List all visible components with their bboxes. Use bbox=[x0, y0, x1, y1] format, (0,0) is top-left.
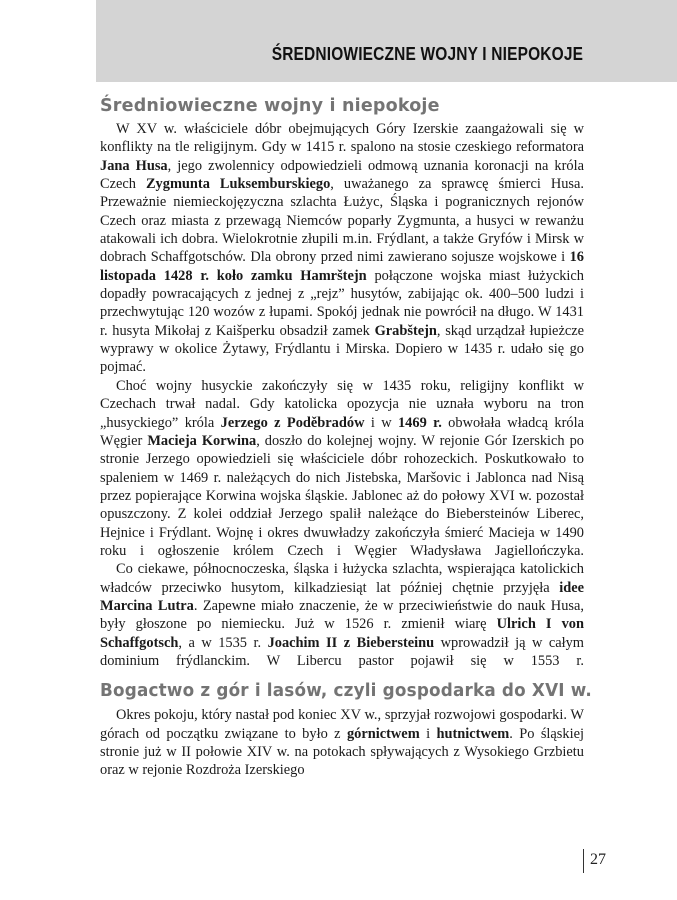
paragraph: Okres pokoju, który nastał pod koniec XV w., sprzyjał rozwojowi gospodarki. W górach od początku związane to było z górnictwem i hutnictwem. Po śląskiej stronie już w II połowie XIV w. na potokach spływających z Wysokiego Grzbietu oraz w rejonie Rozdroża Izerskiego bbox=[100, 707, 584, 779]
header-band bbox=[96, 0, 677, 82]
page-content bbox=[100, 94, 592, 780]
section-heading: Bogactwo z gór i lasów, czyli gospodarka do XVI w. bbox=[100, 681, 592, 702]
paragraph: Co ciekawe, północnoczeska, śląska i łużycka szlachta, wspierająca katolickich władców przeciwko husytom, kilkadziesiąt lat później chętnie przyjęła idee Marcina Lutra. Zapewne miało znaczenie, że w przeciwieństwie do nauk Husa, były głoszone po niemiecku. Już w 1526 r. zmienił wiarę Ulrich I von Schaffgotsch, a w 1535 r. Joachim II z Biebersteinu wprowadził ją w całym dominium frýdlanckim. W Libercu pastor pojawił się w 1553 r. bbox=[100, 561, 584, 669]
page-number: 27 bbox=[590, 851, 606, 868]
paragraph: Choć wojny husyckie zakończyły się w 1435 roku, religijny konflikt w Czechach trwał nadal. Gdy katolicka opozycja nie uznała wyboru na tron „husyckiego” króla Jerzego z Poděbradów i w 1469 r. obwołała władcą króla Węgier Macieja Korwina, doszło do kolejnej wojny. W rejonie Gór Izerskich po stronie Jerzego opowiedzieli się właściciele dóbr rohozeckich. Poskutkowało to spaleniem w 1469 r. należących do nich Jistebska, Maršovic i Jablonca nad Nisą przez popierające Korwina wojska śląskie. Jablonec aż do połowy XVI w. pozostał opuszczony. Z kolei oddział Jerzego spalił należące do Biebersteinów Liberec, Hejnice i Frýdlant. Wojnę i okres dwuwładzy zakończyła śmierć Macieja w 1490 roku i ogłoszenie królem Czech i Węgier Władysława Jagiellończyka. bbox=[100, 377, 584, 559]
running-header: ŚREDNIOWIECZNE WOJNY I NIEPOKOJE bbox=[271, 44, 583, 64]
paragraph: W XV w. właściciele dóbr obejmujących Góry Izerskie zaangażowali się w konflikty na tle religijnym. Gdy w 1415 r. spalono na stosie czeskiego reformatora Jana Husa, jego zwolennicy odpowiedzieli odmową uznania koronacji na króla Czech Zygmunta Luksemburskiego, uważanego za sprawcę śmierci Husa. Przeważnie niemieckojęzyczna szlachta Łużyc, Śląska i pogranicznych rejonów Czech oraz miasta z przewagą Niemców poparły Zygmunta, a husyci w rewanżu atakowali ich dobra. Wielokrotnie złupili m.in. Frýdlant, a także Gryfów i Mirsk w dobrach Schaffgotschów. Dla obrony przed nimi zawierano sojusze wojskowe i 16 listopada 1428 r. koło zamku Hamrštejn połączone wojska miast łużyckich dopadły powracających z jednej z „rejz” husytów, zabijając ok. 400–500 ludzi i przechwytując 120 wozów z łupami. Spokój jednak nie powrócił na długo. W 1431 r. husyta Mikołaj z Kaišperku obsadził zamek Grabštejn, skąd urządzał łupieżcze wyprawy w okolice Żytawy, Frýdlantu i Mirska. Dopiero w 1435 r. udało się go pojmać. bbox=[100, 121, 584, 376]
page-number-rule bbox=[583, 849, 584, 873]
section-heading: Średniowieczne wojny i niepokoje bbox=[100, 96, 440, 116]
